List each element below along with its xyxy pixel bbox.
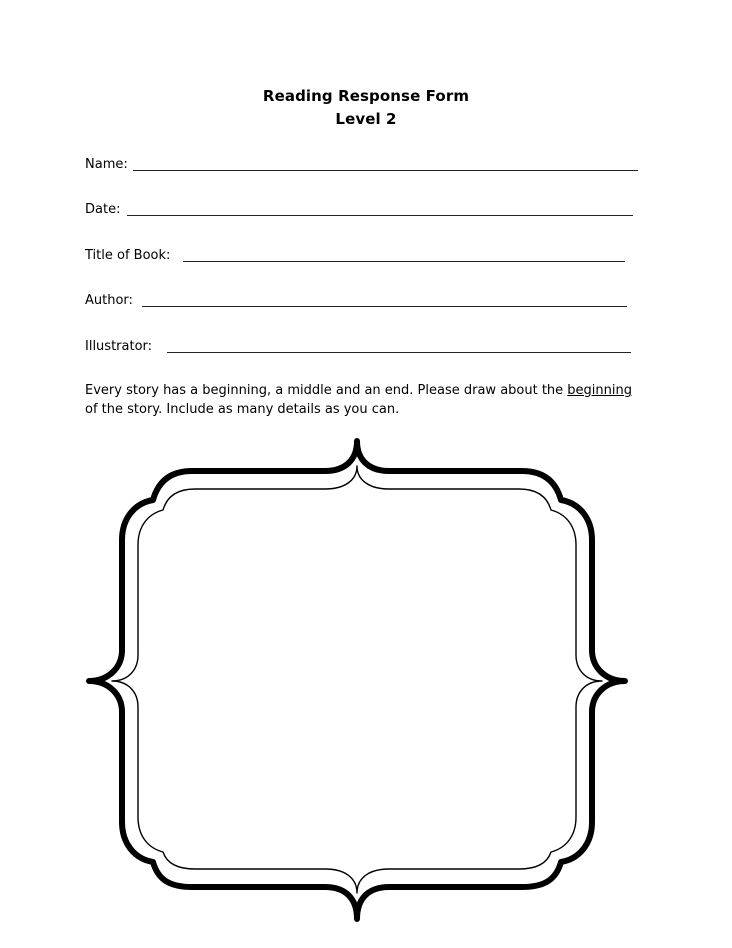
author-label: Author: xyxy=(85,293,133,308)
frame-inner-border xyxy=(112,466,602,893)
title-of-book-label: Title of Book: xyxy=(85,248,171,263)
date-label: Date: xyxy=(85,202,121,217)
form-level: Level 2 xyxy=(335,110,397,128)
instructions-part2: of the story. Include as many details as you can. xyxy=(85,402,400,417)
frame-outer-border xyxy=(89,441,625,919)
instructions-emphasis: beginning xyxy=(567,383,632,398)
form-title: Reading Response Form xyxy=(262,87,470,105)
name-label: Name: xyxy=(85,157,128,172)
instructions-part1: Every story has a beginning, a middle and an end. Please draw about the xyxy=(85,383,568,398)
illustrator-label: Illustrator: xyxy=(85,339,153,354)
